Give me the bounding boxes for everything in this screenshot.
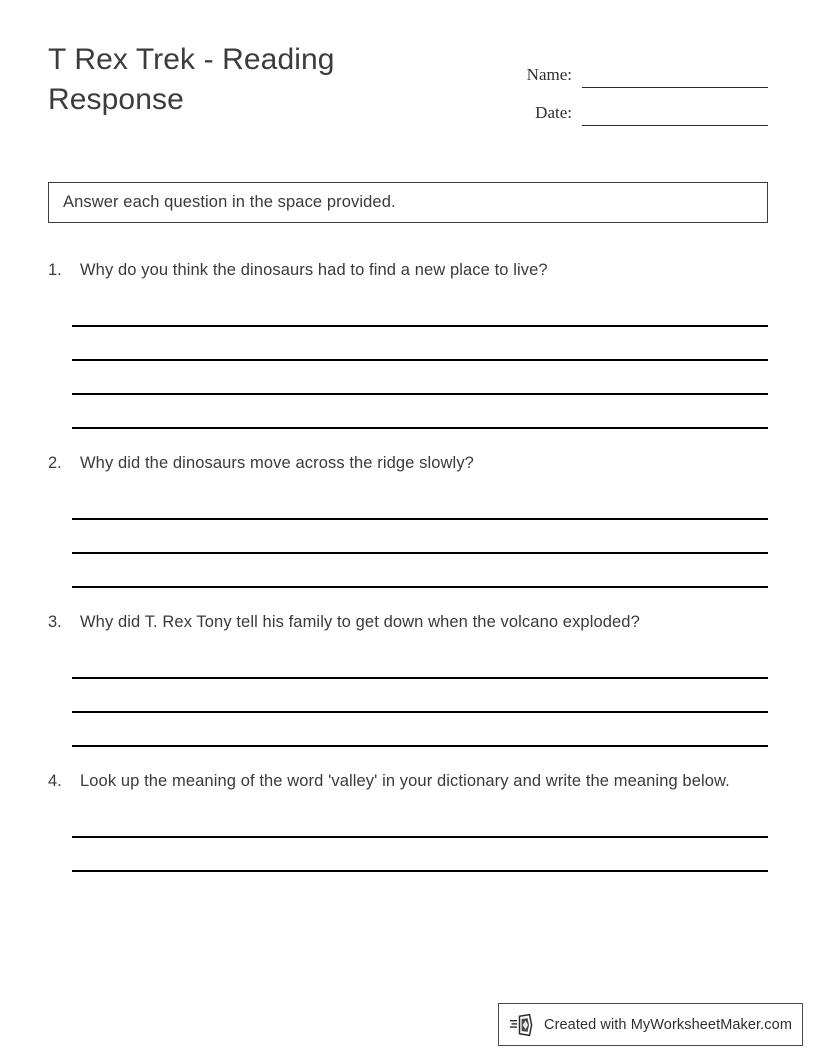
question-block (48, 610, 768, 747)
question-heading (48, 769, 768, 794)
questions-list (48, 258, 768, 872)
answer-line[interactable] (72, 520, 768, 554)
worksheet-maker-logo-icon (510, 1013, 536, 1037)
footer-text: Created with MyWorksheetMaker.com (544, 1016, 793, 1033)
question-block (48, 451, 768, 588)
question-heading (48, 610, 768, 635)
answer-line[interactable] (72, 395, 768, 429)
answer-line[interactable] (72, 361, 768, 395)
answer-line[interactable] (72, 713, 768, 747)
instruction-text: Answer each question in the space provided. (63, 193, 396, 211)
question-text: Look up the meaning of the word 'valley' in your dictionary and write the meaning below. (80, 772, 730, 790)
answer-line[interactable] (72, 645, 768, 679)
question-number: 2. (48, 454, 62, 472)
answer-line[interactable] (72, 838, 768, 872)
question-number: 4. (48, 772, 62, 790)
question-spacer (48, 588, 768, 610)
answer-area (72, 476, 768, 588)
answer-line[interactable] (72, 554, 768, 588)
date-input-line[interactable] (582, 105, 768, 126)
answer-line[interactable] (72, 804, 768, 838)
answer-line[interactable] (72, 293, 768, 327)
answer-area (72, 794, 768, 872)
answer-area (72, 635, 768, 747)
instruction-box (48, 182, 768, 223)
name-row (478, 50, 768, 88)
question-number: 1. (48, 261, 62, 279)
question-block (48, 258, 768, 429)
name-label: Name: (526, 65, 572, 84)
question-spacer (48, 429, 768, 451)
answer-area (72, 283, 768, 429)
question-text: Why did the dinosaurs move across the ridge slowly? (80, 454, 474, 472)
question-block (48, 769, 768, 872)
question-heading (48, 451, 768, 476)
question-number: 3. (48, 613, 62, 631)
question-heading (48, 258, 768, 283)
page-title: T Rex Trek - Reading Response (48, 43, 335, 116)
date-row (478, 88, 768, 126)
answer-line[interactable] (72, 486, 768, 520)
footer-badge[interactable] (498, 1003, 803, 1046)
answer-line[interactable] (72, 327, 768, 361)
date-label: Date: (535, 103, 572, 122)
name-date-group (478, 50, 768, 126)
answer-line[interactable] (72, 679, 768, 713)
question-spacer (48, 747, 768, 769)
worksheet-header (48, 40, 768, 140)
question-text: Why do you think the dinosaurs had to find a new place to live? (80, 261, 548, 279)
question-text: Why did T. Rex Tony tell his family to get down when the volcano exploded? (80, 613, 640, 631)
name-input-line[interactable] (582, 67, 768, 88)
